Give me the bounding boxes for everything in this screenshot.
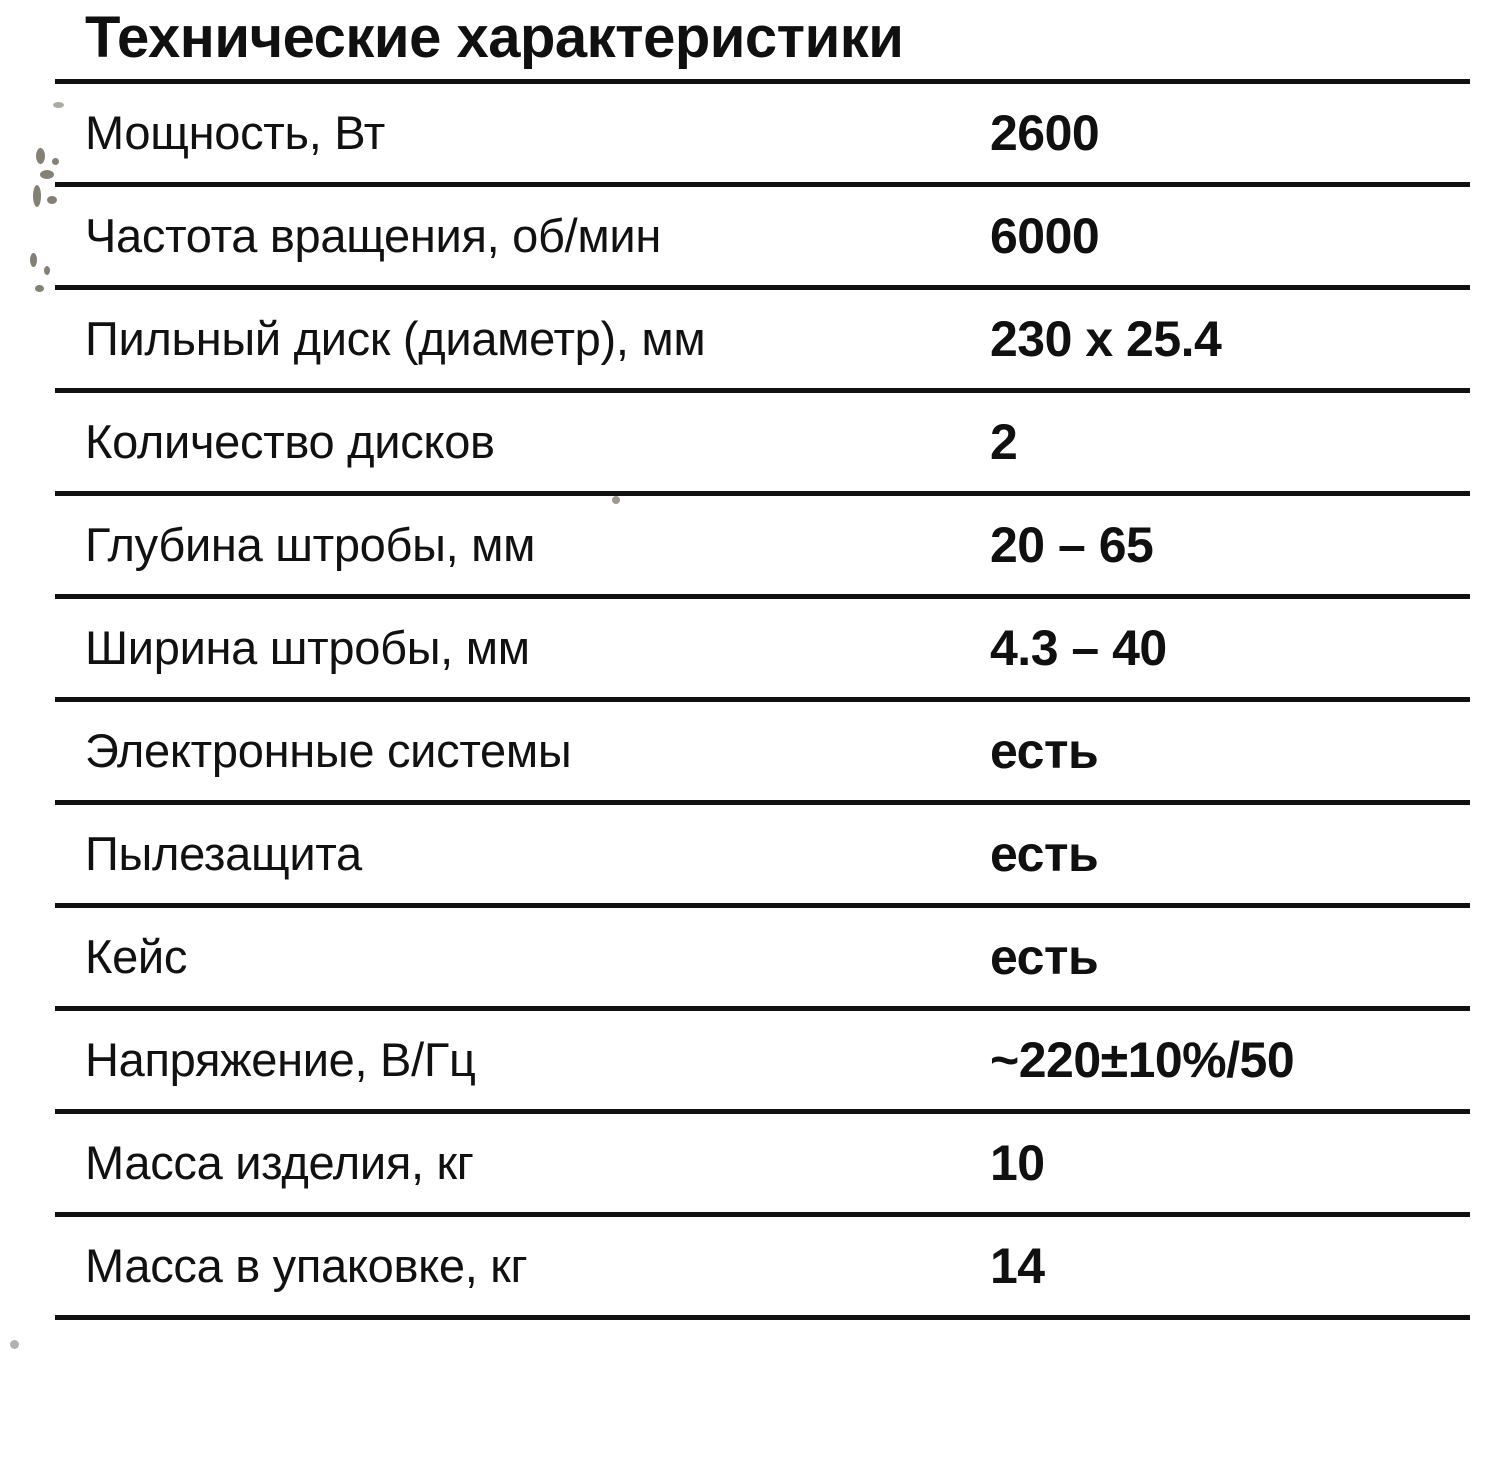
table-row	[55, 905, 1470, 1008]
table-row	[55, 1008, 1470, 1111]
spec-value: есть	[990, 699, 1470, 802]
spec-value: 14	[990, 1214, 1470, 1317]
spec-label: Пильный диск (диаметр), мм	[55, 287, 990, 390]
table-row	[55, 802, 1470, 905]
print-speckle	[33, 185, 41, 207]
spec-value: ~220±10%/50	[990, 1008, 1470, 1111]
spec-label: Напряжение, В/Гц	[55, 1008, 990, 1111]
spec-value: 230 x 25.4	[990, 287, 1470, 390]
spec-value: 2	[990, 390, 1470, 493]
table-row	[55, 390, 1470, 493]
print-speckle	[40, 170, 54, 179]
print-speckle	[47, 196, 57, 204]
spec-label: Глубина штробы, мм	[55, 493, 990, 596]
table-row	[55, 493, 1470, 596]
spec-value: 2600	[990, 81, 1470, 184]
print-speckle	[612, 496, 620, 504]
specifications-table-body	[55, 81, 1470, 1317]
spec-label: Пылезащита	[55, 802, 990, 905]
table-row	[55, 699, 1470, 802]
spec-label: Частота вращения, об/мин	[55, 184, 990, 287]
table-row	[55, 287, 1470, 390]
spec-label: Мощность, Вт	[55, 81, 990, 184]
table-row	[55, 596, 1470, 699]
table-row	[55, 81, 1470, 184]
spec-label: Ширина штробы, мм	[55, 596, 990, 699]
spec-value: есть	[990, 802, 1470, 905]
spec-value: 10	[990, 1111, 1470, 1214]
table-row	[55, 1111, 1470, 1214]
table-row	[55, 184, 1470, 287]
table-row	[55, 1214, 1470, 1317]
spec-label: Количество дисков	[55, 390, 990, 493]
page-title: Технические характеристики	[85, 5, 904, 70]
print-speckle	[52, 158, 59, 165]
spec-label: Масса в упаковке, кг	[55, 1214, 990, 1317]
spec-label: Масса изделия, кг	[55, 1111, 990, 1214]
spec-value: 4.3 – 40	[990, 596, 1470, 699]
spec-value: есть	[990, 905, 1470, 1008]
spec-label: Электронные системы	[55, 699, 990, 802]
print-speckle	[30, 253, 37, 267]
print-speckle	[53, 102, 64, 108]
spec-value: 20 – 65	[990, 493, 1470, 596]
print-speckle	[35, 285, 44, 292]
print-speckle	[10, 1340, 19, 1349]
spec-value: 6000	[990, 184, 1470, 287]
specifications-table	[55, 79, 1470, 1320]
print-speckle	[36, 148, 45, 164]
spec-label: Кейс	[55, 905, 990, 1008]
print-speckle	[44, 266, 50, 275]
